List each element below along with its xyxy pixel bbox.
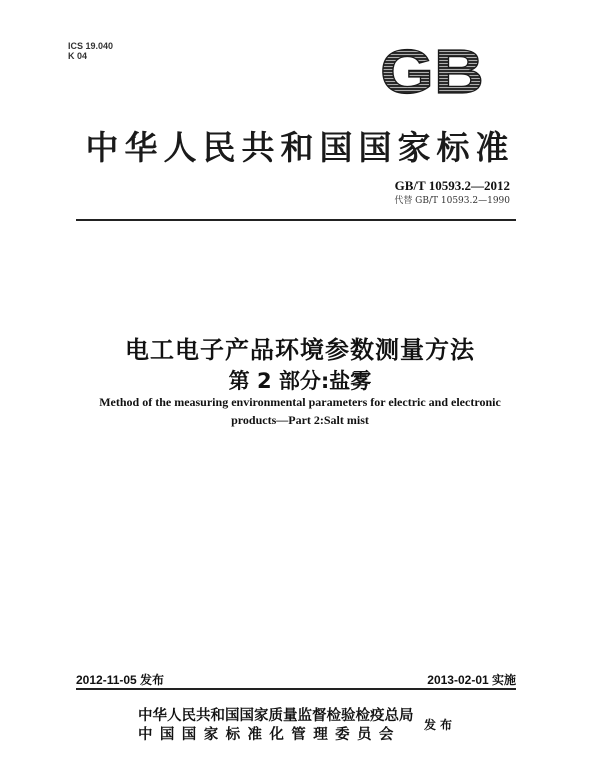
issuer-sac: 中国国家标准化管理委员会 [138,727,401,743]
ccs-code: K 04 [68,51,88,61]
issuer-aqsiq: 中华人民共和国国家质量监督检验检疫总局 [138,708,414,724]
classification-codes [68,41,113,61]
title-en-line2: products—Part 2:Salt mist [231,413,369,427]
issuing-organizations [138,707,414,745]
top-divider [76,219,516,221]
title-cn-line1: 电工电子产品环境参数测量方法 [125,336,475,364]
publish-date: 2012-11-05 发布 [76,673,165,687]
gb-logo-text: GB [380,44,484,98]
issue-label: 发布 [424,718,457,732]
ics-code: ICS 19.040 [68,41,114,51]
gb-logo-icon [378,44,486,98]
standard-number: GB/T 10593.2—2012 [394,178,510,193]
title-cn-line2: 第 2 部分:盐雾 [228,369,372,393]
replaces-standard: 代替 GB/T 10593.2—1990 [394,196,510,206]
title-en-line1: Method of the measuring environmental parameters for electric and electronic [99,395,501,409]
implement-date: 2013-02-01 实施 [427,673,516,687]
bottom-divider [76,688,516,690]
org-title: 中华人民共和国国家标准 [85,128,515,167]
